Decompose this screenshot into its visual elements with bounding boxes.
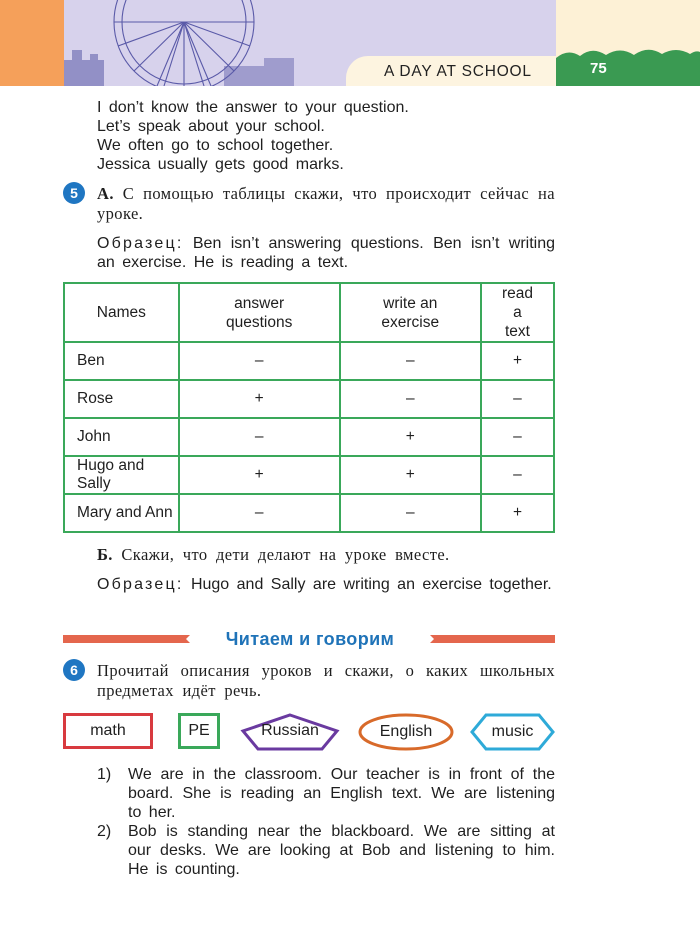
cell-write: – xyxy=(340,342,481,380)
cell-read: – xyxy=(481,380,554,418)
table-row xyxy=(64,418,554,456)
subject-math-label: math xyxy=(90,722,126,739)
cell-answer: – xyxy=(179,342,340,380)
item-text: We are in the classroom. Our teacher is in front of the board. She is reading an English text. We are listening to her. xyxy=(128,766,555,821)
sample-2 xyxy=(97,575,555,594)
cell-answer: – xyxy=(179,418,340,456)
exercise-5b-instruction xyxy=(97,545,555,564)
header-names: Names xyxy=(64,283,179,342)
intro-line-2: Let’s speak about your school. xyxy=(97,118,325,135)
exercise-5a-instruction xyxy=(97,184,555,224)
list-item xyxy=(97,765,555,822)
exercise-6-badge: 6 xyxy=(63,659,85,681)
exercise-5-badge: 5 xyxy=(63,182,85,204)
table-row xyxy=(64,456,554,494)
table-row xyxy=(64,494,554,532)
item-number: 2) xyxy=(97,823,112,840)
subject-russian xyxy=(240,713,340,751)
item-number: 1) xyxy=(97,766,112,783)
header-write-exercise: write an exercise xyxy=(340,283,481,342)
section-title: Читаем и говорим xyxy=(192,622,428,656)
activity-table xyxy=(63,282,555,533)
sample-2-text: Hugo and Sally are writing an exercise together. xyxy=(190,576,552,593)
cell-write: – xyxy=(340,380,481,418)
item-text: Bob is standing near the blackboard. We are sitting at our desks. We are looking at Bob and listening to him. He is counting. xyxy=(128,823,555,878)
row-name: Rose xyxy=(64,380,179,418)
cell-write: + xyxy=(340,418,481,456)
row-name: Hugo and Sally xyxy=(64,456,179,494)
exercise-6-instruction: Прочитай описания уроков и скажи, о каких школьных предметах идёт речь. xyxy=(97,661,555,700)
cell-read: – xyxy=(481,456,554,494)
subject-pe xyxy=(178,713,220,749)
header-orange-block xyxy=(0,0,64,86)
list-item xyxy=(97,822,555,879)
row-name: Ben xyxy=(64,342,179,380)
cell-read: – xyxy=(481,418,554,456)
row-name: Mary and Ann xyxy=(64,494,179,532)
cell-answer: – xyxy=(179,494,340,532)
intro-line-4: Jessica usually gets good marks. xyxy=(97,156,344,173)
part-a-label: А. xyxy=(97,184,114,203)
row-name: John xyxy=(64,418,179,456)
sample-1-label: Образец: xyxy=(97,235,184,252)
cell-answer: + xyxy=(179,380,340,418)
subject-music xyxy=(470,713,555,751)
part-a-text: С помощью таблицы скажи, что происходит сейчас на уроке. xyxy=(97,184,555,223)
table-row xyxy=(64,380,554,418)
cell-answer: + xyxy=(179,456,340,494)
chapter-title: A DAY AT SCHOOL xyxy=(384,63,532,80)
chapter-title-tab xyxy=(346,56,556,86)
subject-english-label: English xyxy=(379,723,433,740)
green-hills-decoration xyxy=(556,40,700,86)
intro-line-1: I don’t know the answer to your question. xyxy=(97,99,409,116)
sample-2-label: Образец: xyxy=(97,576,184,593)
cell-write: – xyxy=(340,494,481,532)
header-answer-questions: answer questions xyxy=(179,283,340,342)
sample-1-text: Ben isn’t answering questions. Ben isn’t writing an exercise. He is reading a text. xyxy=(97,235,555,271)
subject-pe-label: PE xyxy=(188,722,210,739)
table-row xyxy=(64,342,554,380)
cell-write: + xyxy=(340,456,481,494)
cell-read: + xyxy=(481,494,554,532)
page-number: 75 xyxy=(590,60,607,77)
sample-1 xyxy=(97,234,555,272)
subject-english xyxy=(358,713,454,751)
subject-music-label: music xyxy=(491,723,534,740)
ferris-wheel-illustration xyxy=(64,0,294,86)
subject-math xyxy=(63,713,153,749)
part-b-label: Б. xyxy=(97,545,113,564)
cell-read: + xyxy=(481,342,554,380)
table-header-row xyxy=(64,283,554,342)
header-read-text: read a text xyxy=(481,283,554,342)
intro-line-3: We often go to school together. xyxy=(97,137,334,154)
subject-russian-label: Russian xyxy=(261,722,319,739)
part-b-text: Скажи, что дети делают на уроке вместе. xyxy=(121,545,450,564)
